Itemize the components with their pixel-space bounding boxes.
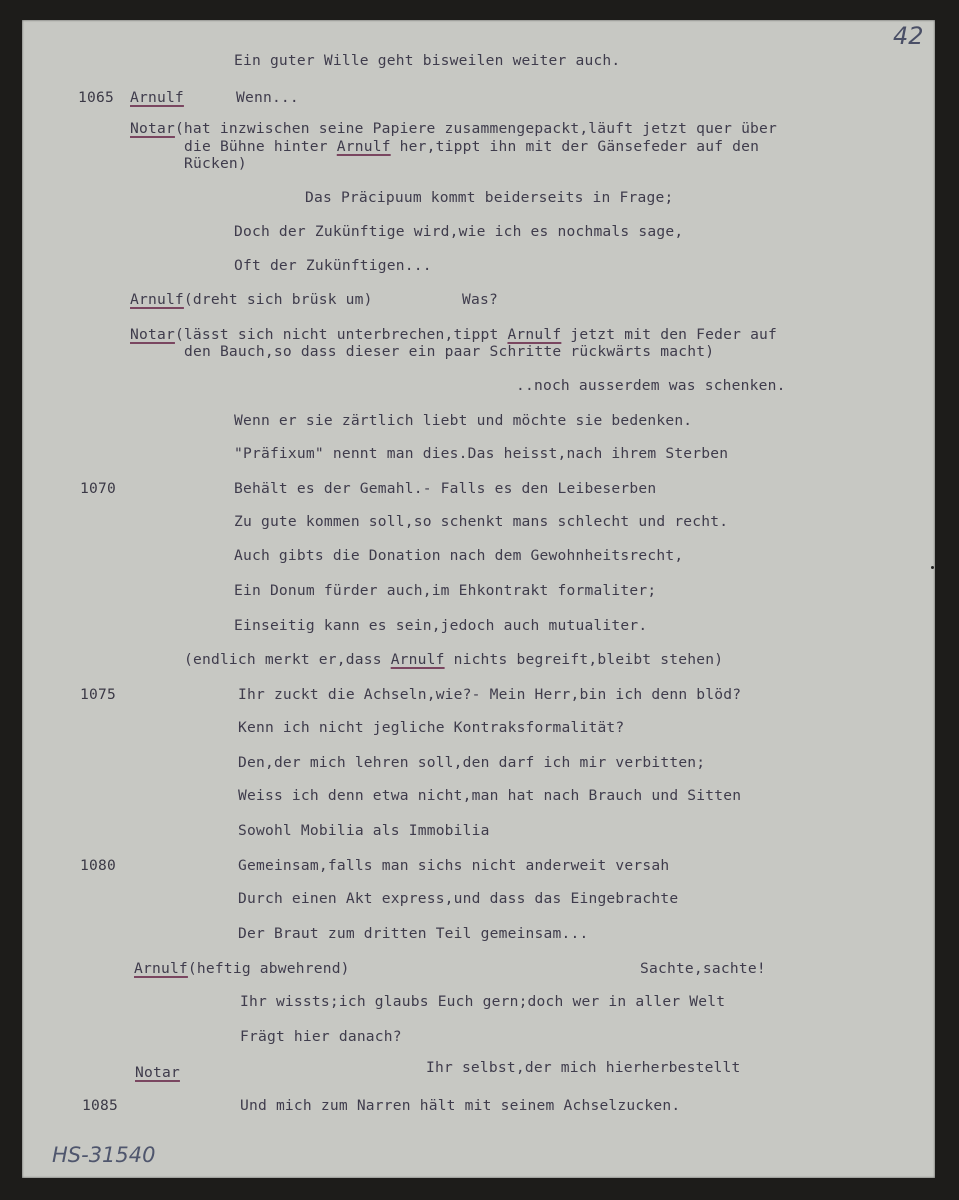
verse-line: "Präfixum" nennt man dies.Das heisst,nach ihrem Sterben [234,445,729,462]
page-number: 42 [893,22,924,50]
verse-line: Und mich zum Narren hält mit seinem Achselzucken. [240,1097,681,1114]
stage-direction [184,652,723,668]
paper-speck [931,566,934,569]
verse-line: Ihr selbst,der mich hierherbestellt [426,1059,741,1076]
verse-line: Ein Donum fürder auch,im Ehkontrakt formaliter; [234,582,657,599]
stage-direction: (dreht sich brüsk um) [183,291,373,308]
speaker-name: Notar [135,1064,180,1081]
speaker-name: Arnulf [130,291,184,308]
line-number: 1085 [82,1097,118,1114]
character-name: Arnulf [390,651,445,668]
verse-line: Sachte,sachte! [640,960,766,977]
line-number: 1075 [80,686,116,703]
archive-signature: HS-31540 [52,1143,156,1167]
verse-line: Was? [462,291,498,308]
stage-direction: den Bauch,so dass dieser ein paar Schritte rückwärts macht) [184,343,715,360]
verse-line: Oft der Zukünftigen... [234,257,432,274]
stage-direction: (hat inzwischen seine Papiere zusammengepackt,läuft jetzt quer über [174,120,778,137]
stage-direction: (lässt sich nicht unterbrechen,tippt [174,326,508,343]
speaker-with-stage-direction [134,961,350,977]
speaker-name: Notar [130,326,175,343]
verse-line: Auch gibts die Donation nach dem Gewohnheitsrecht, [234,547,684,564]
character-name: Arnulf [507,326,562,343]
verse-line: Gemeinsam,falls man sichs nicht anderweit versah [238,857,670,874]
verse-line: Ihr wissts;ich glaubs Euch gern;doch wer in aller Welt [240,993,726,1010]
stage-direction: jetzt mit den Feder auf [561,326,778,343]
speaker-name: Notar [130,120,175,137]
stage-direction-text: (endlich merkt er,dass [184,651,391,668]
verse-line: Ein guter Wille geht bisweilen weiter auch. [234,52,621,69]
verse-line: Durch einen Akt express,und dass das Eingebrachte [238,890,679,907]
stage-direction: Rücken) [184,155,247,172]
verse-line: Kenn ich nicht jegliche Kontraksformalität? [238,719,625,736]
stage-direction-text: nichts begreift,bleibt stehen) [444,651,724,668]
verse-line: Wenn er sie zärtlich liebt und möchte sie bedenken. [234,412,693,429]
verse-line: Zu gute kommen soll,so schenkt mans schlecht und recht. [234,513,729,530]
speaker-with-stage-direction [130,327,777,343]
speaker-name: Arnulf [130,89,184,106]
speaker-with-stage-direction [130,121,777,137]
verse-line: Weiss ich denn etwa nicht,man hat nach Brauch und Sitten [238,787,742,804]
verse-line: Behält es der Gemahl.- Falls es den Leibeserben [234,480,657,497]
stage-direction [184,139,759,155]
verse-line: Den,der mich lehren soll,den darf ich mir verbitten; [238,754,706,771]
verse-line: Wenn... [236,89,299,106]
verse-line: Doch der Zukünftige wird,wie ich es nochmals sage, [234,223,684,240]
line-number: 1070 [80,480,116,497]
speaker-with-stage-direction [130,292,373,308]
stage-direction-text: her,tippt ihn mit der Gänsefeder auf den [390,138,760,155]
verse-line: Der Braut zum dritten Teil gemeinsam... [238,925,589,942]
character-name: Arnulf [336,138,391,155]
line-number: 1065 [78,89,114,106]
stage-direction: (heftig abwehrend) [187,960,350,977]
verse-line: Ihr zuckt die Achseln,wie?- Mein Herr,bin ich denn blöd? [238,686,742,703]
verse-line: Das Präcipuum kommt beiderseits in Frage; [305,189,674,206]
stage-direction-text: die Bühne hinter [184,138,337,155]
verse-line: Sowohl Mobilia als Immobilia [238,822,490,839]
speaker-name: Arnulf [134,960,188,977]
line-number: 1080 [80,857,116,874]
verse-line: Frägt hier danach? [240,1028,402,1045]
verse-line: Einseitig kann es sein,jedoch auch mutualiter. [234,617,648,634]
verse-line: ..noch ausserdem was schenken. [516,377,786,394]
